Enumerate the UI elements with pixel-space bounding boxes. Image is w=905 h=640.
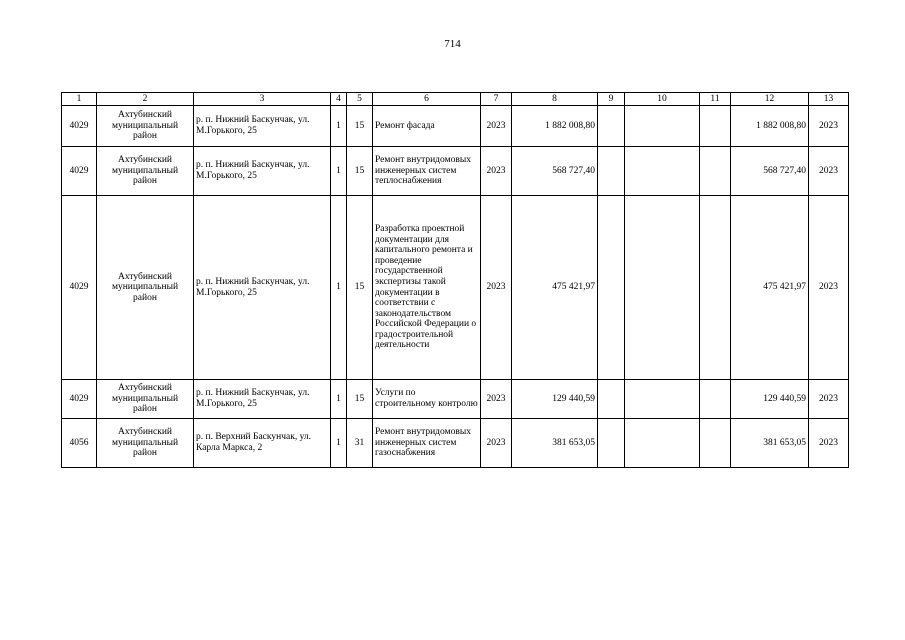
col10-cell bbox=[625, 106, 700, 147]
work-type-cell: Ремонт внутридомовых инженерных систем газоснабжения bbox=[373, 419, 481, 468]
column-header: 1 bbox=[62, 93, 97, 106]
address-cell: р. п. Нижний Баскунчак, ул. М.Горького, 25 bbox=[194, 147, 331, 196]
col5-cell: 15 bbox=[347, 147, 373, 196]
table-row bbox=[62, 147, 849, 196]
column-header: 8 bbox=[512, 93, 598, 106]
completion-year-cell: 2023 bbox=[809, 380, 849, 419]
column-header: 9 bbox=[598, 93, 625, 106]
col4-cell: 1 bbox=[331, 419, 347, 468]
column-header: 12 bbox=[731, 93, 809, 106]
col10-cell bbox=[625, 380, 700, 419]
col11-cell bbox=[700, 419, 731, 468]
fund-cost-cell: 381 653,05 bbox=[731, 419, 809, 468]
col4-cell: 1 bbox=[331, 380, 347, 419]
col9-cell bbox=[598, 106, 625, 147]
registry-number-cell: 4029 bbox=[62, 106, 97, 147]
col5-cell: 15 bbox=[347, 106, 373, 147]
address-cell: р. п. Нижний Баскунчак, ул. М.Горького, 25 bbox=[194, 196, 331, 380]
registry-number-cell: 4029 bbox=[62, 380, 97, 419]
completion-year-cell: 2023 bbox=[809, 147, 849, 196]
municipality-cell: Ахтубинский муниципальный район bbox=[97, 419, 194, 468]
municipality-cell: Ахтубинский муниципальный район bbox=[97, 106, 194, 147]
year-cell: 2023 bbox=[481, 380, 512, 419]
fund-cost-cell: 568 727,40 bbox=[731, 147, 809, 196]
fund-cost-cell: 129 440,59 bbox=[731, 380, 809, 419]
fund-cost-cell: 475 421,97 bbox=[731, 196, 809, 380]
col11-cell bbox=[700, 106, 731, 147]
municipality-cell: Ахтубинский муниципальный район bbox=[97, 147, 194, 196]
completion-year-cell: 2023 bbox=[809, 106, 849, 147]
address-cell: р. п. Нижний Баскунчак, ул. М.Горького, 25 bbox=[194, 380, 331, 419]
year-cell: 2023 bbox=[481, 147, 512, 196]
col9-cell bbox=[598, 147, 625, 196]
municipality-cell: Ахтубинский муниципальный район bbox=[97, 196, 194, 380]
total-cost-cell: 129 440,59 bbox=[512, 380, 598, 419]
address-cell: р. п. Верхний Баскунчак, ул. Карла Маркса, 2 bbox=[194, 419, 331, 468]
column-header: 11 bbox=[700, 93, 731, 106]
total-cost-cell: 381 653,05 bbox=[512, 419, 598, 468]
total-cost-cell: 475 421,97 bbox=[512, 196, 598, 380]
work-type-cell: Ремонт внутридомовых инженерных систем теплоснабжения bbox=[373, 147, 481, 196]
completion-year-cell: 2023 bbox=[809, 196, 849, 380]
col11-cell bbox=[700, 147, 731, 196]
col10-cell bbox=[625, 147, 700, 196]
col11-cell bbox=[700, 196, 731, 380]
column-header: 3 bbox=[194, 93, 331, 106]
year-cell: 2023 bbox=[481, 196, 512, 380]
col4-cell: 1 bbox=[331, 106, 347, 147]
col9-cell bbox=[598, 419, 625, 468]
col4-cell: 1 bbox=[331, 196, 347, 380]
col9-cell bbox=[598, 380, 625, 419]
column-header: 5 bbox=[347, 93, 373, 106]
col10-cell bbox=[625, 196, 700, 380]
column-header: 10 bbox=[625, 93, 700, 106]
col11-cell bbox=[700, 380, 731, 419]
page-number: 714 bbox=[444, 38, 461, 50]
col5-cell: 15 bbox=[347, 196, 373, 380]
table-row bbox=[62, 196, 849, 380]
registry-number-cell: 4029 bbox=[62, 196, 97, 380]
total-cost-cell: 568 727,40 bbox=[512, 147, 598, 196]
municipality-cell: Ахтубинский муниципальный район bbox=[97, 380, 194, 419]
table-row bbox=[62, 419, 849, 468]
year-cell: 2023 bbox=[481, 106, 512, 147]
column-header: 2 bbox=[97, 93, 194, 106]
fund-cost-cell: 1 882 008,80 bbox=[731, 106, 809, 147]
work-type-cell: Ремонт фасада bbox=[373, 106, 481, 147]
work-type-cell: Разработка проектной документации для капитального ремонта и проведение государственной экспертизы такой документации в соответствии с законодательством Российской Федерации о градостроительной деятельности bbox=[373, 196, 481, 380]
col4-cell: 1 bbox=[331, 147, 347, 196]
work-type-cell: Услуги по строительному контролю bbox=[373, 380, 481, 419]
column-header: 7 bbox=[481, 93, 512, 106]
total-cost-cell: 1 882 008,80 bbox=[512, 106, 598, 147]
address-cell: р. п. Нижний Баскунчак, ул. М.Горького, 25 bbox=[194, 106, 331, 147]
registry-number-cell: 4029 bbox=[62, 147, 97, 196]
table-row bbox=[62, 380, 849, 419]
column-header: 6 bbox=[373, 93, 481, 106]
column-header: 4 bbox=[331, 93, 347, 106]
col5-cell: 31 bbox=[347, 419, 373, 468]
registry-number-cell: 4056 bbox=[62, 419, 97, 468]
capital-repair-table bbox=[61, 92, 849, 468]
column-number-row bbox=[62, 93, 849, 106]
column-header: 13 bbox=[809, 93, 849, 106]
completion-year-cell: 2023 bbox=[809, 419, 849, 468]
col10-cell bbox=[625, 419, 700, 468]
col9-cell bbox=[598, 196, 625, 380]
table-row bbox=[62, 106, 849, 147]
col5-cell: 15 bbox=[347, 380, 373, 419]
year-cell: 2023 bbox=[481, 419, 512, 468]
